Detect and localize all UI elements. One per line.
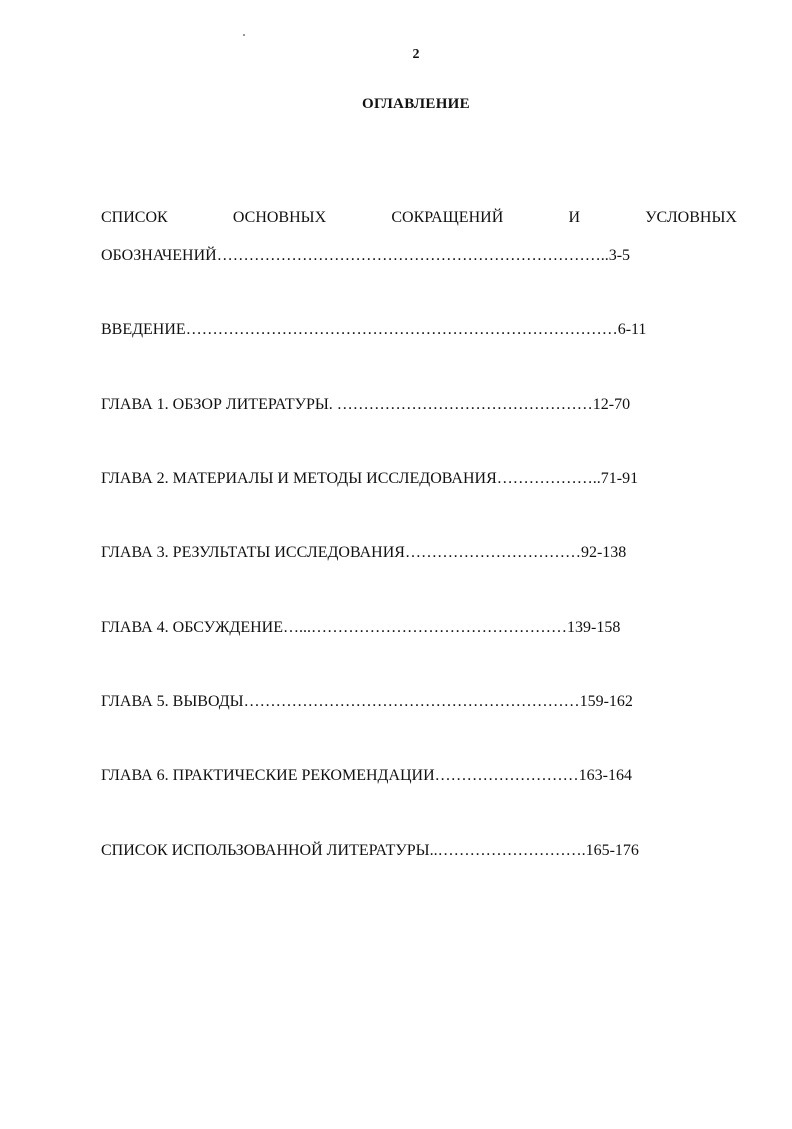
toc-entry-chapter-5: ГЛАВА 5. ВЫВОДЫ………………………………………………………159-162 bbox=[101, 693, 633, 710]
toc-entry-chapter-2: ГЛАВА 2. МАТЕРИАЛЫ И МЕТОДЫ ИССЛЕДОВАНИЯ………………..71-91 bbox=[101, 470, 639, 487]
toc-entry-references: СПИСОК ИСПОЛЬЗОВАННОЙ ЛИТЕРАТУРЫ..……………………….165-176 bbox=[101, 842, 639, 859]
toc-word: И bbox=[568, 209, 581, 226]
toc-entry-chapter-4: ГЛАВА 4. ОБСУЖДЕНИЕ…...…………………………………………139-158 bbox=[101, 619, 621, 636]
toc-entry-chapter-3: ГЛАВА 3. РЕЗУЛЬТАТЫ ИССЛЕДОВАНИЯ……………………………92-138 bbox=[101, 544, 627, 561]
toc-entry-chapter-1: ГЛАВА 1. ОБЗОР ЛИТЕРАТУРЫ. …………………………………………12-70 bbox=[101, 396, 631, 413]
toc-entry-abbreviations-line-2: ОБОЗНАЧЕНИЙ………………………………………………………………..3-5 bbox=[101, 247, 631, 264]
scan-speck bbox=[243, 34, 245, 36]
toc-entry-chapter-6: ГЛАВА 6. ПРАКТИЧЕСКИЕ РЕКОМЕНДАЦИИ………………………163-164 bbox=[101, 767, 632, 784]
page-title: ОГЛАВЛЕНИЕ bbox=[362, 96, 470, 112]
toc-word: СПИСОК bbox=[101, 209, 168, 226]
page-number: 2 bbox=[412, 47, 420, 62]
toc-word: СОКРАЩЕНИЙ bbox=[391, 209, 504, 226]
toc-entry-introduction: ВВЕДЕНИЕ………………………………………………………………………6-11 bbox=[101, 321, 647, 338]
toc-word: УСЛОВНЫХ bbox=[645, 209, 737, 226]
toc-entry-abbreviations-line-1 bbox=[101, 208, 737, 228]
toc-word: ОСНОВНЫХ bbox=[232, 209, 327, 226]
